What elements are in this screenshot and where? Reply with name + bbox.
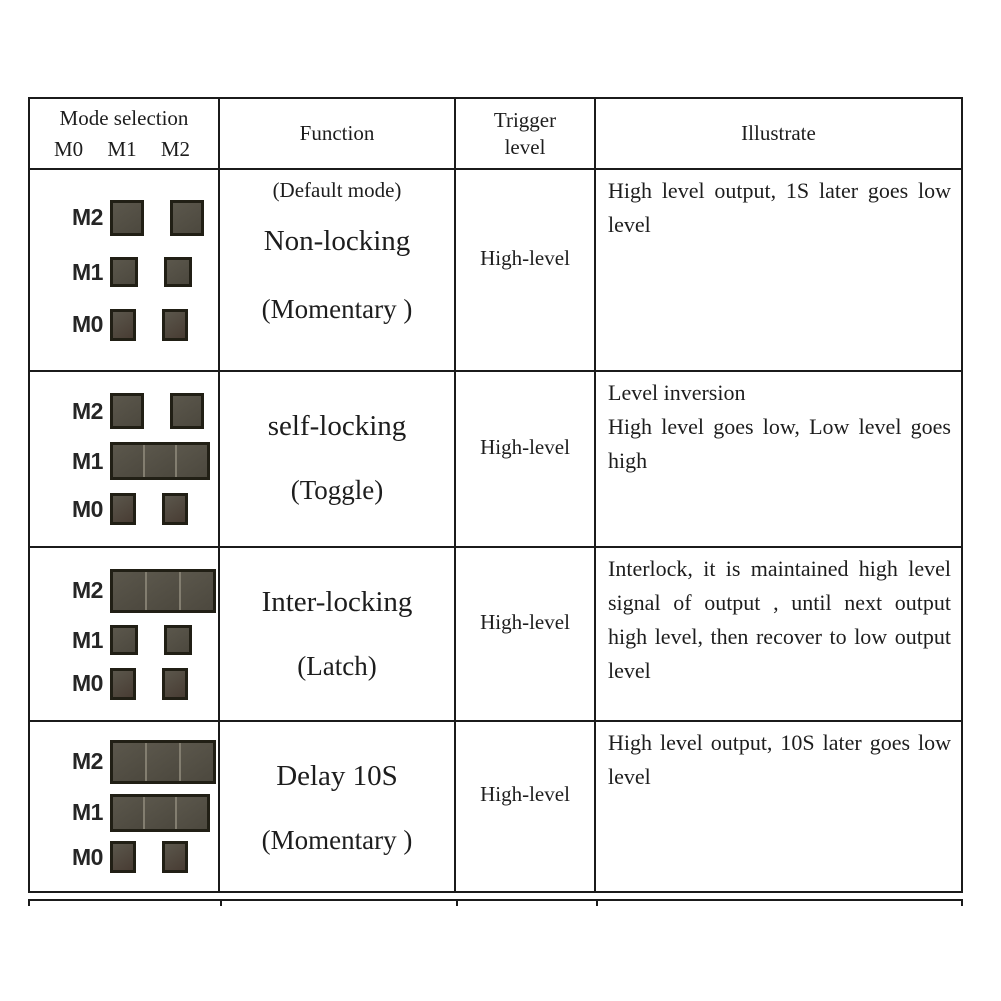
pin-square [110,841,136,873]
jumper-pin-label: M0 [72,311,103,337]
mode-table [28,97,963,893]
pin-square [145,445,175,477]
pin-square [181,572,213,610]
function-subname: (Latch) [297,651,377,681]
row1-illustrate-cell [596,170,961,372]
pin-square [113,572,145,610]
row1-function-cell [220,170,456,372]
row3-mode-cell [30,548,220,722]
pin-square [110,493,136,525]
row3-function-cell [220,548,456,722]
pin-pair [110,625,192,655]
jumper-m0-open [72,309,218,341]
illustrate-line: High level output, 10S later goes low level [608,730,951,789]
trigger-value: High-level [480,434,570,459]
pin-square [147,572,179,610]
row3-illustrate-cell [596,548,961,722]
pin-square [110,257,138,287]
trigger-value: High-level [480,782,570,806]
jumper-cap-bar [110,569,216,613]
pin-square [145,797,175,829]
header-mode-selection [30,99,220,170]
pin-pair [110,841,188,873]
pin-label-m1: M1 [107,137,137,161]
illustrate-line: High level goes low, Low level goes high [608,414,951,473]
pin-square [164,257,192,287]
pin-pair [110,668,188,700]
pin-square [170,393,204,429]
row2-mode-cell [30,372,220,548]
jumper-m0-open [72,841,218,873]
illustrate-line: High level output, 1S later goes low level [608,178,951,237]
pin-pair [110,309,188,341]
row2-function-cell [220,372,456,548]
pin-square [177,797,207,829]
jumper-pin-label: M0 [72,670,103,696]
jumper-m1-connected [72,442,218,480]
row2-trigger-cell [456,372,596,548]
row3-trigger-cell [456,548,596,722]
jumper-pin-label: M1 [72,447,103,474]
jumper-m1-open [72,625,218,655]
pin-square [110,668,136,700]
mode-selection-title: Mode selection [59,106,189,130]
jumper-cap-bar [110,740,216,784]
trigger-header-line1: Trigger [493,107,557,132]
pin-square [170,200,204,236]
row1-mode-cell [30,170,220,372]
pin-square [147,743,179,781]
jumper-pin-label: M2 [72,748,103,775]
jumper-m0-open [72,493,218,525]
function-subname: (Toggle) [290,475,384,505]
illustrate-line: Level inversion [608,380,746,405]
jumper-m1-open [72,257,218,287]
jumper-cap-bar [110,442,210,480]
pin-label-m0: M0 [54,137,84,161]
row4-trigger-cell [456,722,596,891]
jumper-pin-label: M2 [72,397,103,424]
row4-mode-cell [30,722,220,891]
illustrate-line: Interlock, it is maintained high level signal of output , until next output high level, then recover to low output level [608,556,951,683]
pin-labels-row [30,137,218,162]
jumper-pin-label: M0 [72,843,103,870]
pin-square [110,309,136,341]
jumper-m0-open [72,668,218,700]
function-name: Non-locking [263,225,411,257]
pin-square [177,445,207,477]
pin-square [162,841,188,873]
pin-label-m2: M2 [160,137,190,161]
column-divider [596,901,598,906]
jumper-pin-label: M2 [72,577,103,603]
header-illustrate: Illustrate [596,99,961,170]
pin-square [110,393,144,429]
trigger-value: High-level [480,609,570,634]
pin-square [110,200,144,236]
pin-square [110,625,138,655]
pin-pair [110,493,188,525]
jumper-pin-label: M1 [72,258,103,285]
row4-function-cell [220,722,456,891]
pin-pair [110,257,192,287]
jumper-m2-open [72,200,218,236]
function-subname: (Momentary ) [261,294,413,324]
jumper-m2-connected [72,740,218,784]
jumper-pin-label: M0 [72,495,103,522]
jumper-m1-connected [72,794,218,832]
pin-square [162,493,188,525]
jumper-pin-label: M2 [72,204,103,230]
trigger-value: High-level [480,245,570,270]
row1-trigger-cell [456,170,596,372]
pin-square [113,797,143,829]
trigger-header-line2: level [504,134,546,159]
pin-square [162,668,188,700]
jumper-m2-connected [72,569,218,613]
pin-square [113,445,143,477]
function-note: (Default mode) [272,178,402,202]
partial-next-row [28,899,963,906]
header-function: Function [220,99,456,170]
function-name: Delay 10S [276,760,398,792]
function-subname: (Momentary ) [261,825,413,855]
function-name: Inter-locking [261,586,413,618]
pin-pair [110,200,204,236]
pin-pair [110,393,204,429]
pin-square [162,309,188,341]
column-divider [456,901,458,906]
row2-illustrate-cell [596,372,961,548]
pin-square [181,743,213,781]
pin-square [113,743,145,781]
column-divider [220,901,222,906]
jumper-pin-label: M1 [72,626,103,653]
jumper-cap-bar [110,794,210,832]
jumper-m2-open [72,393,218,429]
header-trigger-level [456,99,596,170]
function-name: self-locking [267,410,407,442]
row4-illustrate-cell [596,722,961,891]
jumper-pin-label: M1 [72,799,103,825]
pin-square [164,625,192,655]
